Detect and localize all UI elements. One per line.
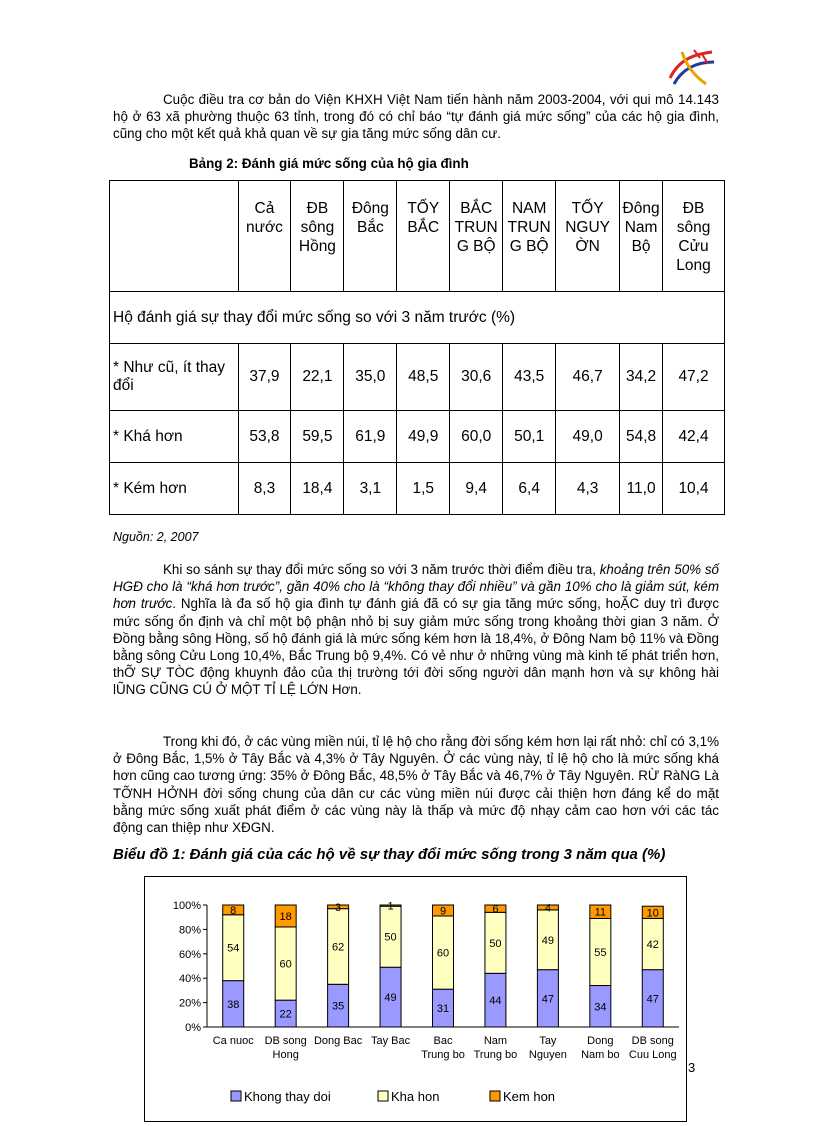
x-tick-label: Ca nuoc (212, 1035, 254, 1047)
bar-value-label: 60 (279, 958, 292, 971)
analysis-emphasis: khoảng trên 50% số HGĐ cho là “khá hơn trước”, gần 40% cho là “không thay đổi nhiều” và gần 10% cho là giảm sút, kém hơn trước (113, 562, 719, 612)
mountain-region-paragraph: Trong khi đó, ở các vùng miền núi, tỉ lệ hộ cho rằng đời sống kém hơn lại rất nhỏ: chỉ có 3,1% ở Đông Bắc, 1,5% ở Tây Bắc và 4,3% ở Tây Nguyên. Ở các vùng này, tỉ lệ hộ cho là mức sống khá hơn cũng cao tương ứng: 35% ở Đông Bắc, 48,5% ở Tây Bắc và 46,7% ở Tây Nguyên. RỪ RàNG Là TỠNH HỞNH đời sống chung của dân cư các vùng miền núi được cải thiện hơn đáng kể do mặt bằng mức sống xuất phát điểm ở các vùng này là thấp và mức độ nhạy cảm cao hơn với các tác động can thiệp như XĐGN. (113, 734, 719, 836)
table-header-cell: ĐB sông Hồng (291, 181, 344, 292)
table-header-cell: TỐY NGUY ỜN (556, 181, 620, 292)
bar-value-label: 55 (594, 946, 607, 959)
bar-value-label: 35 (331, 1000, 345, 1013)
bar-value-label: 42 (646, 939, 659, 952)
table-source-note: Nguồn: 2, 2007 (113, 530, 199, 544)
table-cell: 35,0 (344, 344, 397, 411)
table-cell: 53,8 (238, 411, 291, 463)
bar-value-label: 31 (436, 1003, 450, 1016)
bar-value-label: 10 (646, 907, 659, 920)
chart-title: Biểu đồ 1: Đánh giá của các hộ về sự thay đổi mức sống trong 3 năm qua (%) (113, 846, 666, 863)
bar-value-label: 54 (227, 942, 240, 955)
x-tick-label: Trung bo (421, 1049, 465, 1061)
bar-value-label: 3 (335, 901, 342, 914)
x-tick-label: Dong Bac (313, 1035, 363, 1047)
table-cell: 59,5 (291, 411, 344, 463)
table-header-cell: BẮC TRUN G BỘ (450, 181, 503, 292)
table-row (110, 411, 725, 463)
table-cell: 22,1 (291, 344, 344, 411)
living-standard-table (109, 180, 725, 515)
table-cell: 37,9 (238, 344, 291, 411)
table-title: Bảng 2: Đánh giá mức sống của hộ gia đình (189, 156, 469, 171)
table-cell: 54,8 (620, 411, 663, 463)
table-header-row (110, 181, 725, 292)
x-tick-label: Dong (587, 1035, 614, 1047)
table-cell: 50,1 (503, 411, 556, 463)
x-tick-label: Hong (272, 1049, 299, 1061)
x-tick-label: Trung bo (473, 1049, 518, 1061)
y-tick-label: 100% (172, 900, 201, 912)
table-cell: 46,7 (556, 344, 620, 411)
bar-value-label: 38 (227, 998, 240, 1011)
y-tick-label: 80% (178, 924, 201, 937)
x-tick-label: Nam bo (581, 1049, 620, 1061)
bar-value-label: 4 (544, 902, 551, 915)
table-cell: 1,5 (397, 463, 450, 515)
table-header-cell: Đông Nam Bộ (620, 181, 663, 292)
bar-value-label: 50 (384, 931, 397, 944)
bar-value-label: 49 (384, 992, 397, 1005)
analysis-rest: . Nghĩa là đa số hộ gia đình tự đánh giá đã có sự gia tăng mức sống, hoẶC duy trì được mức sống ổn định và chỉ một bộ phận nhỏ bị suy giảm mức sống trong khoảng thời gian 3 năm. Ở Đồng bằng sông Hồng, số hộ đánh giá là mức sống kém hơn là 18,4%, ở Đông Nam bộ 11% và Đồng bằng sông Cửu Long 10,4%, Bắc Trung bộ 9,4%. Có vẻ như ở những vùng mà kinh tế phát triển hơn, thỠ SỰ TÒC động khuynh đảo của thị trường tới đời sống người dân mạnh hơn và sự không hài lŨNG CŨNG CÚ Ở MỘT TỈ LỆ LỚN Hơn. (113, 596, 720, 698)
bar-value-label: 44 (489, 995, 502, 1008)
table-header-empty (110, 181, 239, 292)
legend-swatch (490, 1091, 500, 1101)
stacked-bar-chart (145, 877, 686, 1121)
x-tick-label: DB song (264, 1035, 307, 1047)
table-section-label: Hộ đánh giá sự thay đổi mức sống so với 3 năm trước (%) (110, 292, 725, 344)
legend-swatch (231, 1091, 241, 1101)
table-section-row (110, 292, 725, 344)
table-header-cell: Đông Bắc (344, 181, 397, 292)
x-tick-label: Nguyen (528, 1049, 567, 1061)
table-cell: 60,0 (450, 411, 503, 463)
bar-value-label: 9 (439, 905, 447, 918)
intro-paragraph: Cuộc điều tra cơ bản do Viện KHXH Việt Nam tiến hành năm 2003-2004, với qui mô 14.143 hộ ở 63 xã phường thuộc 63 tỉnh, trong đó có chỉ báo “tự đánh giá mức sống” của các hộ gia đình, cũng cho một kết quả khả quan về sự gia tăng mức sống dân cư. (113, 92, 719, 142)
table-cell: 42,4 (663, 411, 725, 463)
x-tick-label: Nam (483, 1035, 508, 1047)
bar-value-label: 60 (436, 947, 450, 960)
bar-value-label: 49 (541, 934, 555, 947)
bar-value-label: 11 (594, 906, 607, 919)
table-header-cell: Cả nước (238, 181, 291, 292)
bar-value-label: 47 (646, 993, 659, 1006)
y-tick-label: 20% (178, 997, 201, 1010)
table-row (110, 463, 725, 515)
table-cell: 6,4 (503, 463, 556, 515)
table-cell: 48,5 (397, 344, 450, 411)
bar-value-label: 8 (230, 904, 237, 917)
analysis-paragraph (113, 561, 719, 699)
table-row-label: * Như cũ, ít thay đổi (110, 344, 239, 411)
x-tick-label: Bac (433, 1035, 453, 1047)
chart-frame (144, 876, 687, 1122)
table-cell: 34,2 (620, 344, 663, 411)
table-cell: 47,2 (663, 344, 725, 411)
institute-logo-icon (666, 48, 718, 88)
table-header-cell: TỐY BẮC (397, 181, 450, 292)
bar-value-label: 47 (541, 993, 555, 1006)
table-cell: 18,4 (291, 463, 344, 515)
bar-value-label: 50 (489, 937, 502, 950)
y-tick-label: 0% (185, 1022, 201, 1034)
legend-label: Kem hon (503, 1089, 556, 1104)
table-row-label: * Khá hơn (110, 411, 239, 463)
table-cell: 61,9 (344, 411, 397, 463)
table-cell: 49,0 (556, 411, 620, 463)
table-cell: 4,3 (556, 463, 620, 515)
table-cell: 10,4 (663, 463, 725, 515)
x-tick-label: Tay (539, 1035, 557, 1047)
bar-value-label: 18 (279, 910, 292, 923)
legend-label: Kha hon (391, 1089, 440, 1104)
x-tick-label: Cuu Long (628, 1049, 677, 1061)
table-row-label: * Kém hơn (110, 463, 239, 515)
bar-value-label: 1 (387, 900, 394, 913)
table-header-cell: NAM TRUN G BỘ (503, 181, 556, 292)
bar-value-label: 62 (331, 941, 345, 954)
bar-value-label: 22 (279, 1008, 292, 1021)
x-tick-label: DB song (631, 1035, 674, 1047)
table-header-cell: ĐB sông Cửu Long (663, 181, 725, 292)
y-tick-label: 40% (178, 973, 201, 986)
table-cell: 3,1 (344, 463, 397, 515)
analysis-lead: Khi so sánh sự thay đổi mức sống so với 3 năm trước thời điểm điều tra, (163, 562, 600, 577)
table-cell: 43,5 (503, 344, 556, 411)
table-cell: 30,6 (450, 344, 503, 411)
page-number: 3 (688, 1060, 696, 1075)
table-row (110, 344, 725, 411)
table-cell: 9,4 (450, 463, 503, 515)
table-cell: 8,3 (238, 463, 291, 515)
legend-swatch (378, 1091, 388, 1101)
table-cell: 11,0 (620, 463, 663, 515)
bar-value-label: 34 (594, 1001, 607, 1014)
x-tick-label: Tay Bac (370, 1035, 411, 1047)
legend-label: Khong thay doi (244, 1089, 331, 1104)
table-cell: 49,9 (397, 411, 450, 463)
y-tick-label: 60% (178, 948, 201, 961)
bar-value-label: 6 (492, 903, 499, 916)
